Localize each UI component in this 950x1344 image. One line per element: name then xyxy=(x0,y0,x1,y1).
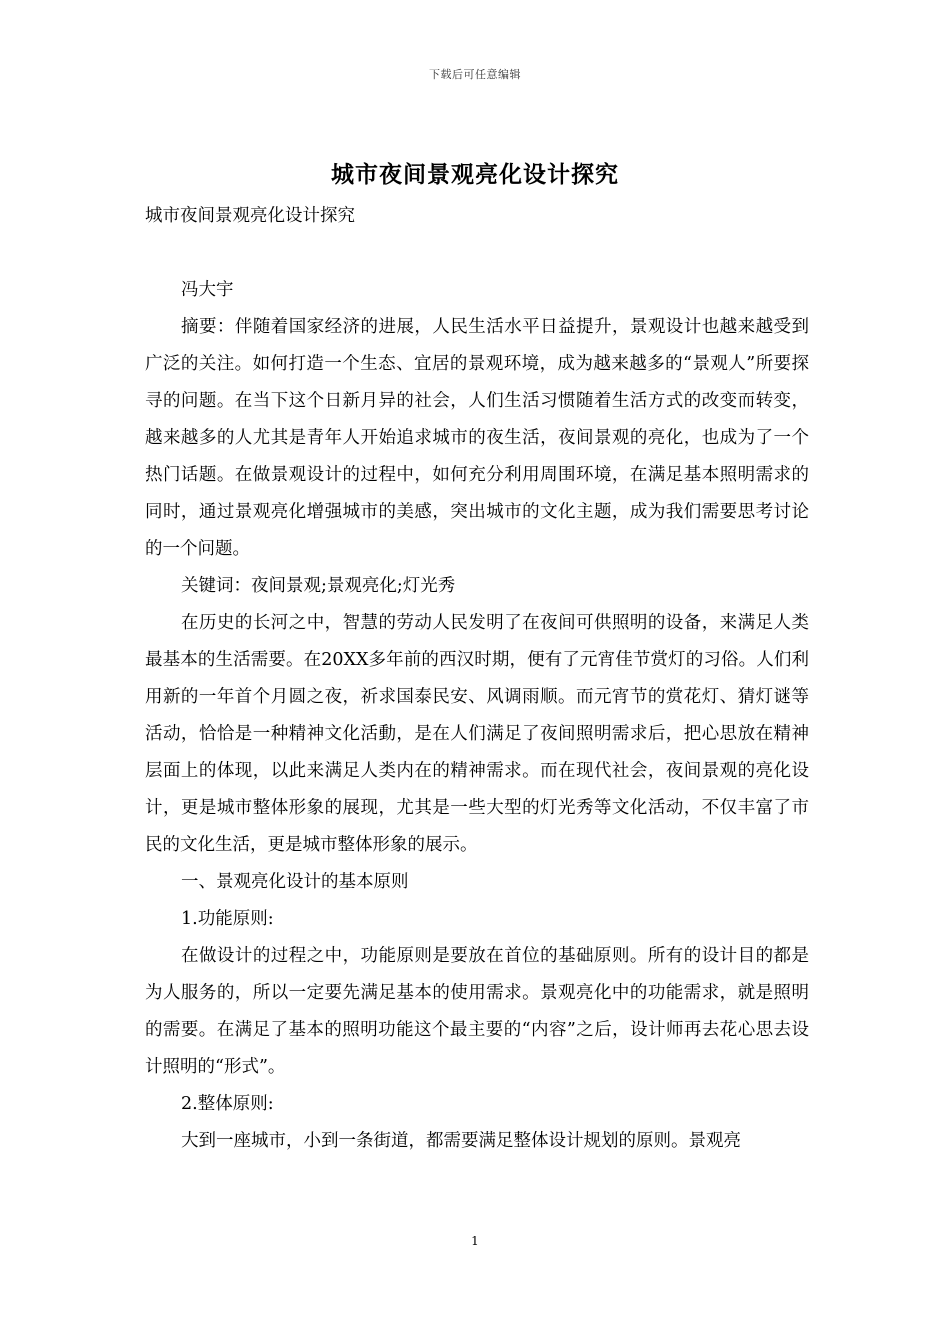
abstract-paragraph: 摘要：伴随着国家经济的进展，人民生活水平日益提升，景观设计也越来越受到广泛的关注。如何打造一个生态、宜居的景观环境，成为越来越多的“景观人”所要探寻的问题。在当下这个日新月异的社会，人们生活习惯随着生活方式的改变而转变，越来越多的人尤其是青年人开始追求城市的夜生活，夜间景观的亮化，也成为了一个热门话题。在做景观设计的过程中，如何充分利用周围环境，在满足基本照明需求的同时，通过景观亮化增强城市的美感，突出城市的文化主题，成为我们需要思考讨论的一个问题。 xyxy=(145,317,809,559)
principle-1-paragraph: 在做设计的过程之中，功能原则是要放在首位的基础原则。所有的设计目的都是为人服务的，所以一定要先满足基本的使用需求。景观亮化中的功能需求，就是照明的需要。在满足了基本的照明功能这个最主要的“内容”之后，设计师再去花心思去设计照明的“形式”。 xyxy=(145,946,809,1077)
principle-2-heading: 2.整体原则: xyxy=(181,1094,274,1114)
intro-paragraph: 在历史的长河之中，智慧的劳动人民发明了在夜间可供照明的设备，来满足人类最基本的生活需要。在20XX多年前的西汉时期，便有了元宵佳节赏灯的习俗。人们利用新的一年首个月圆之夜，祈求国泰民安、风调雨顺。而元宵节的赏花灯、猜灯谜等活动，恰恰是一种精神文化活動，是在人们满足了夜间照明需求后，把心思放在精神层面上的体现，以此来满足人类内在的精神需求。而在现代社会，夜间景观的亮化设计，更是城市整体形象的展现，尤其是一些大型的灯光秀等文化活动，不仅丰富了市民的文化生活，更是城市整体形象的展示。 xyxy=(145,613,809,855)
document-subtitle: 城市夜间景观亮化设计探究 xyxy=(145,206,355,226)
principle-1-heading: 1.功能原则: xyxy=(181,909,274,929)
author: 冯大宇 xyxy=(181,280,234,300)
document-title: 城市夜间景观亮化设计探究 xyxy=(331,161,619,188)
keywords: 关键词：夜间景观;景观亮化;灯光秀 xyxy=(181,576,456,596)
principle-2-paragraph: 大到一座城市，小到一条街道，都需要满足整体设计规划的原则。景观亮 xyxy=(181,1131,741,1151)
header-note: 下载后可任意编辑 xyxy=(429,68,521,81)
section-heading: 一、景观亮化设计的基本原则 xyxy=(181,872,409,892)
document-body xyxy=(145,198,809,1160)
page-number: 1 xyxy=(471,1234,479,1248)
